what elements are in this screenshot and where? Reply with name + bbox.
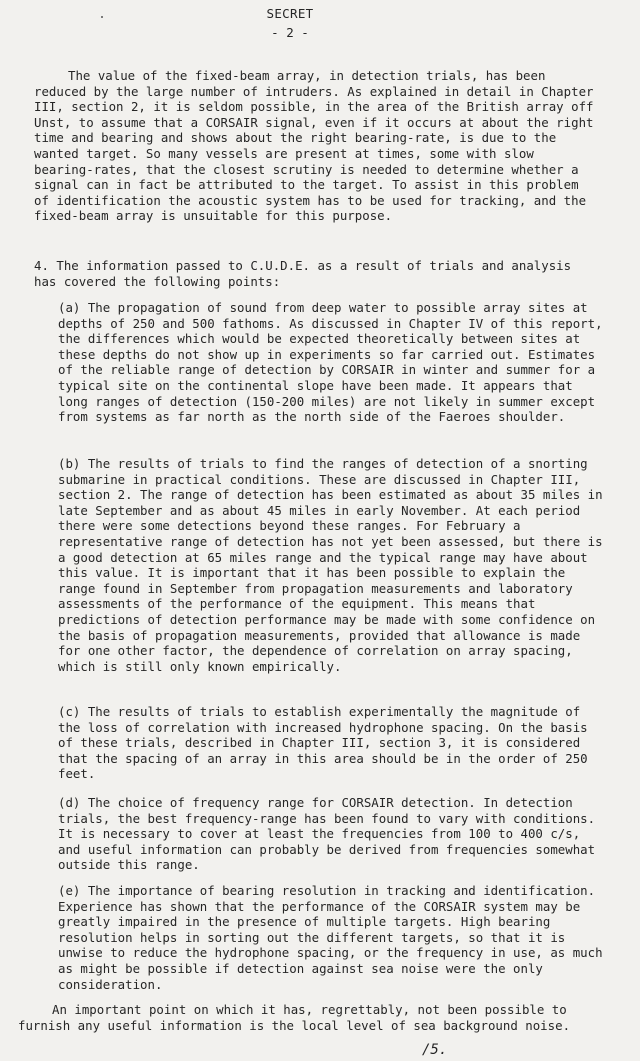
continuation-marker: /5. — [422, 1042, 448, 1058]
page-number: - 2 - — [271, 25, 309, 40]
list-item-a: (a) The propagation of sound from deep water to possible array sites at depths of 250 and 500 fathoms. As discussed in Chapter IV of this report, the differences which would be expected theoretically between sites at these depths do not show up in experiments so far carried out. Estimates of the reliable range of detection by CORSAIR in winter and summer for a typical site on the continental slope have been made. It appears that long ranges of detection (150-200 miles) are not likely in summer except from systems as far north as the north side of the Faeroes shoulder. — [58, 300, 603, 425]
list-item-d: (d) The choice of frequency range for CORSAIR detection. In detection trials, the best frequency-range has been found to vary with conditions. It is necessary to cover at least the frequencies from 100 to 400 c/s, and useful information can probably be derived from frequencies somewhat outside this range. — [58, 795, 596, 873]
security-classification: SECRET — [266, 6, 314, 21]
scan-speck — [101, 16, 103, 18]
list-item-e: (e) The importance of bearing resolution in tracking and identification. Experience has shown that the performance of the CORSAIR system may be greatly impaired in the presence of multiple targets. High bearing resolution helps in sorting out the different targets, so that it is unwise to reduce the hydrophone spacing, or the frequency in use, as much as might be possible if detection against sea noise were the only consideration. — [58, 883, 603, 992]
closing-paragraph: An important point on which it has, regrettably, not been possible to furnish any useful information is the local level of sea background noise. — [18, 1002, 571, 1033]
list-item-b: (b) The results of trials to find the ranges of detection of a snorting submarine in practical conditions. These are discussed in Chapter III, section 2. The range of detection has been estimated as about 35 miles in late September and as about 45 miles in early November. At each period there were some detections beyond these ranges. For February a representative range of detection has not yet been assessed, but there is a good detection at 65 miles range and the typical range may have about this value. It is important that it has been possible to explain the range found in September from propagation measurements and laboratory assessments of the performance of the equipment. This means that predictions of detection performance may be made with some confidence on the basis of propagation measurements, provided that allowance is made for one other factor, the dependence of correlation on array spacing, which is still only known empirically. — [58, 456, 603, 674]
paragraph-4: 4. The information passed to C.U.D.E. as a result of trials and analysis has covered the following points: — [34, 258, 572, 289]
intro-paragraph: The value of the fixed-beam array, in detection trials, has been reduced by the large number of intruders. As explained in detail in Chapter III, section 2, it is seldom possible, in the area of the British array off Unst, to assume that a CORSAIR signal, even if it occurs at about the right time and bearing and shows about the right bearing-rate, is due to the wanted target. So many vessels are present at times, some with slow bearing-rates, that the closest scrutiny is needed to determine whether a signal can in fact be attributed to the target. To assist in this problem of identification the acoustic system has to be used for tracking, and the fixed-beam array is unsuitable for this purpose. — [34, 68, 594, 224]
list-item-c: (c) The results of trials to establish experimentally the magnitude of the loss of correlation with increased hydrophone spacing. On the basis of these trials, described in Chapter III, section 3, it is considered that the spacing of an array in this area should be in the order of 250 feet. — [58, 704, 588, 782]
